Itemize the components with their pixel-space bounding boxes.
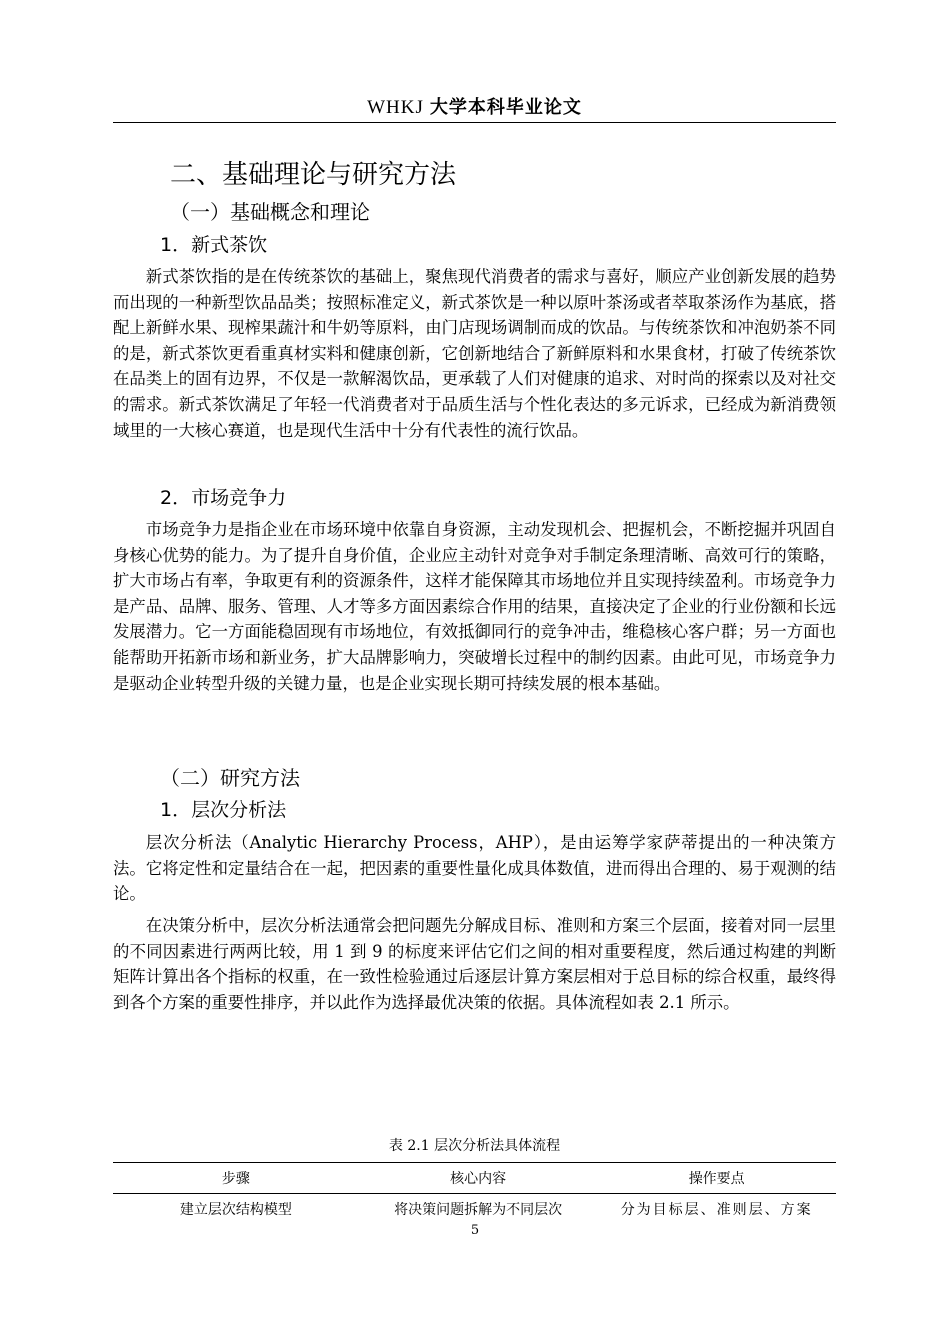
header-title: 大学本科毕业论文: [429, 97, 582, 118]
subsection-heading-ahp: 1．层次分析法: [160, 799, 287, 821]
paragraph-ahp-definition: 层次分析法（Analytic Hierarchy Process，AHP），是由运筹学家萨蒂提出的一种决策方法。它将定性和定量结合在一起，把因素的重要性量化成具体数值，进而得出合理的、易于观测的结论。: [113, 833, 836, 904]
paragraph-new-tea: 新式茶饮指的是在传统茶饮的基础上，聚焦现代消费者的需求与喜好，顺应产业创新发展的趋势而出现的一种新型饮品品类；按照标准定义，新式茶饮是一种以原叶茶汤或者萃取茶汤作为基底，搭配上新鲜水果、现榨果蔬汁和牛奶等原料，由门店现场调制而成的饮品。与传统茶饮和冲泡奶茶不同的是，新式茶饮更看重真材实料和健康创新，它创新地结合了新鲜原料和水果食材，打破了传统茶饮在品类上的固有边界，不仅是一款解渴饮品，更承载了人们对健康的追求、对时尚的探索以及对社交的需求。新式茶饮满足了年轻一代消费者对于品质生活与个性化表达的多元诉求，已经成为新消费领域里的一大核心赛道，也是现代生活中十分有代表性的流行饮品。: [113, 267, 836, 440]
table-header-row: [113, 1163, 836, 1194]
page-header: [113, 92, 836, 123]
page-number: 5: [470, 1223, 480, 1238]
table-cell: 将决策问题拆解为不同层次: [394, 1202, 563, 1218]
subsection-heading-new-tea: 1．新式茶饮: [160, 234, 268, 256]
ahp-process-table: [113, 1162, 836, 1230]
table-cell: 建立层次结构模型: [179, 1202, 292, 1218]
table-header-cell: 核心内容: [359, 1163, 598, 1194]
table-header-cell: 操作要点: [597, 1163, 836, 1194]
paragraph-ahp-process: 在决策分析中，层次分析法通常会把问题先分解成目标、准则和方案三个层面，接着对同一层里的不同因素进行两两比较，用 1 到 9 的标度来评估它们之间的相对重要程度，然后通过构建的判断矩阵计算出各个指标的权重，在一致性检验通过后逐层计算方案层相对于总目标的综合权重，最终得到各个方案的重要性排序，并以此作为选择最优决策的依据。具体流程如表 2.1 所示。: [113, 916, 836, 1012]
paragraph-competitiveness: 市场竞争力是指企业在市场环境中依靠自身资源，主动发现机会、把握机会，不断挖掘并巩固自身核心优势的能力。为了提升自身价值，企业应主动针对竞争对手制定条理清晰、高效可行的策略，扩大市场占有率，争取更有利的资源条件，这样才能保障其市场地位并且实现持续盈利。市场竞争力是产品、品牌、服务、管理、人才等多方面因素综合作用的结果，直接决定了企业的行业份额和长远发展潜力。它一方面能稳固现有市场地位，有效抵御同行的竞争冲击，维稳核心客户群；另一方面也能帮助开拓新市场和新业务，扩大品牌影响力，突破增长过程中的制约因素。由此可见，市场竞争力是驱动企业转型升级的关键力量，也是企业实现长期可持续发展的根本基础。: [113, 520, 836, 693]
section-heading-1: （一）基础概念和理论: [170, 200, 370, 224]
header-code: WHKJ: [367, 97, 424, 118]
chapter-title: 二、基础理论与研究方法: [170, 160, 457, 190]
subsection-heading-competitiveness: 2．市场竞争力: [160, 487, 287, 509]
table-caption: 表 2.1 层次分析法具体流程: [388, 1138, 561, 1154]
section-heading-2: （二）研究方法: [160, 766, 300, 790]
table-cell: 分为目标层、准则层、方案: [620, 1202, 813, 1218]
table-header-cell: 步骤: [113, 1163, 359, 1194]
